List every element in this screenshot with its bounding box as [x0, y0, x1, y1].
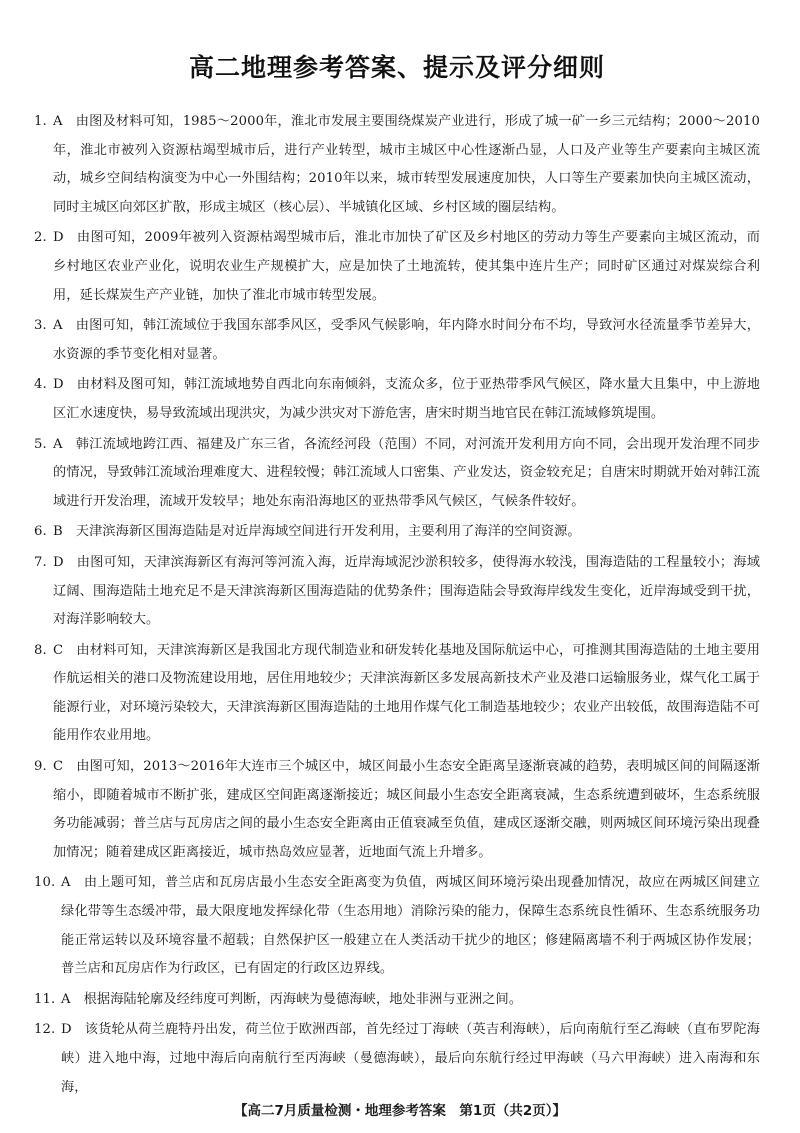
page-title: 高二地理参考答案、提示及评分细则: [188, 53, 605, 82]
question-number: 11.: [34, 991, 56, 1007]
explanation-text: 韩江流域地跨江西、福建及广东三省，各流经河段（范围）不同，对河流开发利用方向不同，会出现开发治理不同步的情况，导致韩江流域治理难度大、进程较慢；韩江流域人口密集、产业发达，资金较充足；自唐宋时期就开始对韩江流域进行开发治理，流域开发较早；地处东南沿海地区的亚热带季风气候区，气候条件较好。: [53, 436, 760, 509]
answer-letter: D: [53, 230, 64, 246]
answer-item-8: [34, 637, 760, 751]
answer-letter: B: [53, 524, 63, 540]
answer-letter: C: [53, 759, 64, 775]
explanation-text: 由图可知，韩江流域位于我国东部季风区，受季风气候影响，年内降水时间分布不均，导致河水径流量季节差异大，水资源的季节变化相对显著。: [53, 318, 760, 362]
answer-item-4: [34, 371, 760, 428]
answer-item-6: [34, 518, 760, 547]
answer-letter: A: [53, 318, 63, 334]
question-number: 1.: [34, 114, 47, 129]
question-number: 12.: [34, 1022, 56, 1038]
explanation-text: 由图可知，天津滨海新区有海河等河流入海，近岸海域泥沙淤积较多，使得海水较浅，围海造陆的工程量较小；海域辽阔、围海造陆土地充足不是天津滨海新区围海造陆的优势条件；围海造陆会导致海岸线发生变化，近岸海域受到干扰，对海洋影响较大。: [53, 554, 760, 628]
explanation-text: 天津滨海新区围海造陆是对近岸海域空间进行开发利用，主要利用了海洋的空间资源。: [75, 524, 581, 540]
page-footer: 【高二7月质量检测・地理参考答案 第1页（共2页）】: [234, 1103, 566, 1119]
explanation-text: 由图可知，2009年被列入资源枯竭型城市后，淮北市加快了矿区及乡村地区的劳动力等生产要素向主城区流动，而乡村地区农业产业化，说明农业生产规模扩大，应是加快了土地流转，使其集中连片生产；同时矿区通过对煤炭综合利用，延长煤炭生产产业链，加快了淮北市城市转型发展。: [53, 230, 760, 303]
question-number: 10.: [34, 875, 56, 891]
question-number: 8.: [34, 642, 47, 658]
answer-letter: A: [53, 114, 63, 129]
question-number: 3.: [34, 318, 47, 334]
answer-item-9: [34, 753, 760, 867]
answer-item-5: [34, 431, 760, 517]
answer-letter: D: [61, 1022, 72, 1038]
question-number: 9.: [34, 759, 47, 775]
answer-item-11: [34, 986, 760, 1015]
explanation-text: 由图可知，2013～2016年大连市三个城区中，城区间最小生态安全距离呈逐渐衰减的趋势，表明城区间的间隔逐渐缩小，即随着城市不断扩张，建成区空间距离逐渐接近；城区间最小生态安全距离衰减，生态系统遭到破坏，生态系统服务功能减弱；普兰店与瓦房店之间的最小生态安全距离由正值衰减至负值，建成区逐渐交融，则两城区间环境污染出现叠加情况；随着建成区距离接近，城市热岛效应显著，近地面气流上升增多。: [53, 759, 760, 860]
question-number: 7.: [34, 554, 47, 570]
answer-letter: A: [53, 436, 63, 452]
answer-letter: D: [53, 554, 64, 570]
answer-item-10: [34, 869, 760, 983]
answer-letter: A: [61, 991, 71, 1007]
question-number: 4.: [34, 377, 47, 393]
answer-item-3: [34, 312, 760, 369]
answer-item-7: [34, 549, 760, 635]
answer-list: [34, 108, 760, 1102]
explanation-text: 由上题可知，普兰店和瓦房店最小生态安全距离变为负值，两城区间环境污染出现叠加情况，故应在两城区间建立绿化带等生态缓冲带，最大限度地发挥绿化带（生态用地）消除污染的能力，保障生态系统良性循环、生态系统服务功能正常运转以及环境容量不超载；自然保护区一般建立在人类活动干扰少的地区；修建隔离墙不利于两城区协作发展；普兰店和瓦房店作为行政区，已有固定的行政区边界线。: [61, 875, 760, 977]
explanation-text: 由图及材料可知，1985～2000年，淮北市发展主要围绕煤炭产业进行，形成了城一矿一乡三元结构；2000～2010年，淮北市被列入资源枯竭型城市后，进行产业转型，城市主城区中心性逐渐凸显，人口及产业等生产要素向主城区流动，城乡空间结构演变为中心一外围结构；2010年以来，城市转型发展速度加快，人口等生产要素加快向主城区流动，同时主城区向郊区扩散，形成主城区（核心层）、半城镇化区域、乡村区域的圈层结构。: [53, 114, 760, 215]
explanation-text: 根据海陆轮廓及经纬度可判断，丙海峡为曼德海峡，地处非洲与亚洲之间。: [83, 991, 523, 1007]
answer-item-1: [34, 108, 760, 222]
explanation-text: 由材料及图可知，韩江流域地势自西北向东南倾斜，支流众多，位于亚热带季风气候区，降水量大且集中，中上游地区汇水速度快，易导致流域出现洪灾，为减少洪灾对下游危害，唐宋时期当地官民在韩江流域修筑堤围。: [53, 377, 760, 421]
question-number: 5.: [34, 436, 47, 452]
question-number: 2.: [34, 230, 47, 246]
answer-letter: C: [53, 642, 64, 658]
answer-letter: D: [53, 377, 64, 393]
answer-item-12: [34, 1016, 760, 1102]
explanation-text: 该货轮从荷兰鹿特丹出发，荷兰位于欧洲西部，首先经过丁海峡（英吉利海峡），后向南航行至乙海峡（直布罗陀海峡）进入地中海，过地中海后向南航行至丙海峡（曼德海峡），最后向东航行经过甲海峡（马六甲海峡）进入南海和东海，: [61, 1022, 760, 1095]
answer-item-2: [34, 224, 760, 310]
answer-letter: A: [61, 875, 71, 891]
explanation-text: 由材料可知，天津滨海新区是我国北方现代制造业和研发转化基地及国际航运中心，可推测其围海造陆的土地主要用作航运相关的港口及物流建设用地，居住用地较少；天津滨海新区多发展高新技术产业及港口运输服务业，煤气化工属于能源行业，对环境污染较大，天津滨海新区围海造陆的土地用作煤气化工制造基地较少；农业产出较低，故围海造陆不可能用作农业用地。: [53, 642, 760, 744]
question-number: 6.: [34, 524, 47, 540]
